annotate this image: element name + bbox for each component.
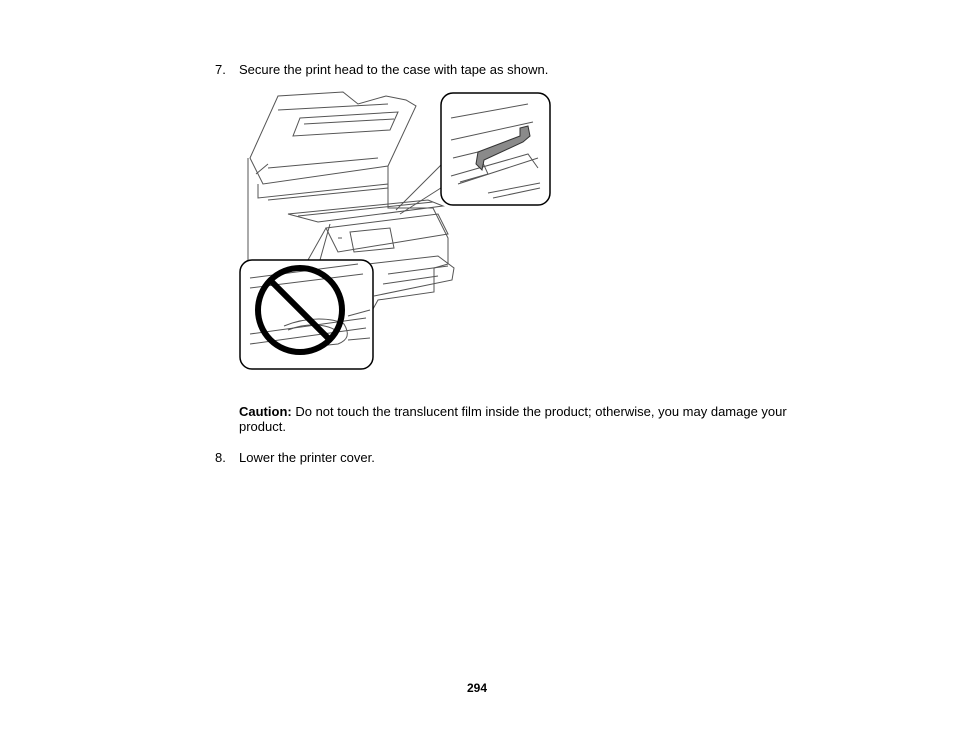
step-text: Lower the printer cover. bbox=[239, 450, 375, 465]
page-number: 294 bbox=[466, 681, 488, 695]
step-7 bbox=[0, 62, 954, 78]
caution-label: Caution: bbox=[239, 404, 292, 419]
caution-note bbox=[239, 404, 799, 434]
printer-line-art bbox=[238, 88, 556, 373]
step-8 bbox=[0, 450, 954, 466]
printer-illustration bbox=[238, 88, 556, 373]
caution-text: Do not touch the translucent film inside the product; otherwise, you may damage your product. bbox=[239, 404, 787, 434]
inset-caution-detail bbox=[240, 260, 373, 369]
inset-tape-detail bbox=[441, 93, 550, 205]
step-number: 8. bbox=[215, 450, 226, 465]
step-text: Secure the print head to the case with tape as shown. bbox=[239, 62, 549, 77]
step-number: 7. bbox=[215, 62, 226, 77]
